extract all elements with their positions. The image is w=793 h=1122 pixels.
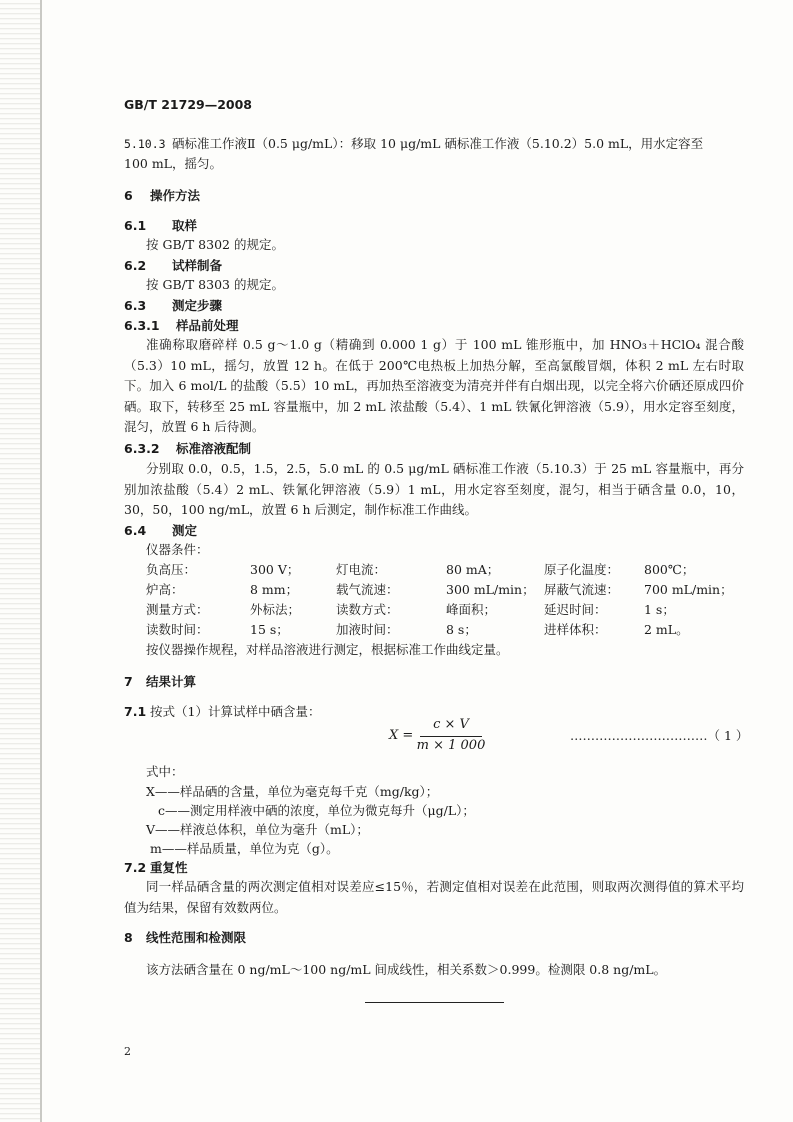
cell: 延迟时间： bbox=[544, 602, 607, 617]
cell: 载气流速： bbox=[336, 582, 399, 597]
standard-number: GB/T 21729—2008 bbox=[124, 97, 253, 112]
cell: 300 V； bbox=[250, 562, 300, 577]
cell: 1 s； bbox=[644, 602, 675, 617]
section-7-number: 7 bbox=[124, 674, 133, 689]
clause-5-10-3-text: 硒标准工作液Ⅱ（0.5 μg/mL）：移取 10 μg/mL 硒标准工作液（5.10.2）5.0 mL，用水定容至 bbox=[172, 136, 704, 151]
section-8-title: 线性范围和检测限 bbox=[146, 930, 247, 945]
clause-7-1-number: 7.1 bbox=[124, 704, 147, 719]
cell: 8 s； bbox=[446, 622, 477, 637]
clause-6-4-number: 6.4 bbox=[124, 523, 147, 538]
var-v: V——样液总体积，单位为毫升（mL）； bbox=[146, 822, 369, 837]
cell: 原子化温度： bbox=[544, 562, 620, 577]
cell: 读数方式： bbox=[336, 602, 399, 617]
clause-6-4-after: 按仪器操作规程，对样品溶液进行测定，根据标准工作曲线定量。 bbox=[146, 642, 509, 657]
formula-denominator: m × 1 000 bbox=[416, 738, 486, 753]
where-label: 式中： bbox=[146, 764, 184, 779]
clause-6-3-2-title: 标准溶液配制 bbox=[176, 441, 252, 456]
cell: 2 mL。 bbox=[644, 622, 689, 637]
clause-6-2-text: 按 GB/T 8303 的规定。 bbox=[146, 277, 284, 292]
cell: 灯电流： bbox=[336, 562, 387, 577]
var-m: m——样品质量，单位为克（g）。 bbox=[150, 841, 339, 856]
clause-6-1-text: 按 GB/T 8302 的规定。 bbox=[146, 237, 284, 252]
cell: 测量方式： bbox=[146, 602, 209, 617]
cell: 800℃； bbox=[644, 562, 695, 577]
clause-6-3-2-text: 分别取 0.0，0.5，1.5，2.5，5.0 mL 的 0.5 μg/mL 硒标准工作液（5.10.3）于 25 mL 容量瓶中，再分别加浓盐酸（5.4）2 mL、铁氰化钾溶液（5.9）1 mL，用水定容至刻度，混匀，相当于硒含量 0.0，10，30，50，100 ng/mL，放置 6 h 后测定，制作标准工作曲线。 bbox=[124, 461, 744, 517]
cell: 负高压： bbox=[146, 562, 197, 577]
section-6-number: 6 bbox=[124, 188, 133, 203]
var-c: c——测定用样液中硒的浓度，单位为微克每升（μg/L）； bbox=[158, 803, 475, 818]
clause-6-3-title: 测定步骤 bbox=[172, 298, 223, 313]
clause-6-3-1-number: 6.3.1 bbox=[124, 318, 160, 333]
section-7-title: 结果计算 bbox=[146, 674, 197, 689]
formula-numerator: c × V bbox=[433, 717, 469, 732]
cell: 700 mL/min； bbox=[644, 582, 733, 597]
var-x: X——样品硒的含量，单位为毫克每千克（mg/kg）； bbox=[146, 784, 439, 799]
clause-6-3-1-title: 样品前处理 bbox=[176, 318, 239, 333]
clause-6-4-title: 测定 bbox=[172, 523, 198, 538]
cell: 15 s； bbox=[250, 622, 289, 637]
cell: 屏蔽气流速： bbox=[544, 582, 620, 597]
cell: 读数时间： bbox=[146, 622, 209, 637]
scan-edge bbox=[0, 0, 42, 1122]
clause-6-3-2-number: 6.3.2 bbox=[124, 441, 160, 456]
cell: 炉高： bbox=[146, 582, 184, 597]
section-8-text: 该方法硒含量在 0 ng/mL～100 ng/mL 间成线性，相关系数＞0.999。检测限 0.8 ng/mL。 bbox=[146, 962, 667, 977]
cell: 外标法； bbox=[250, 602, 301, 617]
clause-6-1-title: 取样 bbox=[172, 218, 198, 233]
clause-6-3-number: 6.3 bbox=[124, 298, 147, 313]
binding-edge bbox=[40, 0, 42, 1122]
conditions-label: 仪器条件： bbox=[146, 542, 209, 557]
clause-6-2-number: 6.2 bbox=[124, 258, 147, 273]
equation-number: ……………………………（ 1 ） bbox=[570, 728, 749, 743]
cell: 进样体积： bbox=[544, 622, 607, 637]
section-6-title: 操作方法 bbox=[150, 188, 201, 203]
cell: 加液时间： bbox=[336, 622, 399, 637]
clause-6-3-1-text: 准确称取磨碎样 0.5 g～1.0 g（精确到 0.000 1 g）于 100 mL 锥形瓶中，加 HNO₃＋HClO₄ 混合酸（5.3）10 mL，摇匀，放置 12 h。在低于 200℃电热板上加热分解，至高氯酸冒烟，体积 2 mL 左右时取下。加入 6 mol/L 的盐酸（5.5）10 mL，再加热至溶液变为清亮并伴有白烟出现，以完全将六价硒还原成四价硒。取下，转移至 25 mL 容量瓶中，加 2 mL 浓盐酸（5.4）、1 mL 铁氰化钾溶液（5.9），用水定容至刻度，混匀，放置 6 h 后待测。 bbox=[124, 337, 744, 434]
end-rule bbox=[365, 1002, 504, 1003]
clause-6-1-number: 6.1 bbox=[124, 218, 147, 233]
clause-7-2-number: 7.2 bbox=[124, 860, 147, 875]
clause-6-2-title: 试样制备 bbox=[172, 258, 223, 273]
formula-lhs: X = bbox=[389, 728, 414, 743]
clause-5-10-3-number: 5.10.3 bbox=[124, 137, 166, 151]
clause-7-2-title: 重复性 bbox=[150, 860, 188, 875]
cell: 300 mL/min； bbox=[446, 582, 535, 597]
clause-5-10-3-cont: 100 mL，摇匀。 bbox=[124, 156, 222, 171]
cell: 80 mA； bbox=[446, 562, 500, 577]
clause-7-1-text: 按式（1）计算试样中硒含量： bbox=[150, 704, 321, 719]
cell: 8 mm； bbox=[250, 582, 299, 597]
page-number: 2 bbox=[124, 1045, 131, 1058]
section-8-number: 8 bbox=[124, 930, 133, 945]
clause-7-2-text: 同一样品硒含量的两次测定值相对误差应≤15％，若测定值相对误差在此范围，则取两次测得值的算术平均值为结果，保留有效数两位。 bbox=[124, 879, 744, 915]
cell: 峰面积； bbox=[446, 602, 497, 617]
